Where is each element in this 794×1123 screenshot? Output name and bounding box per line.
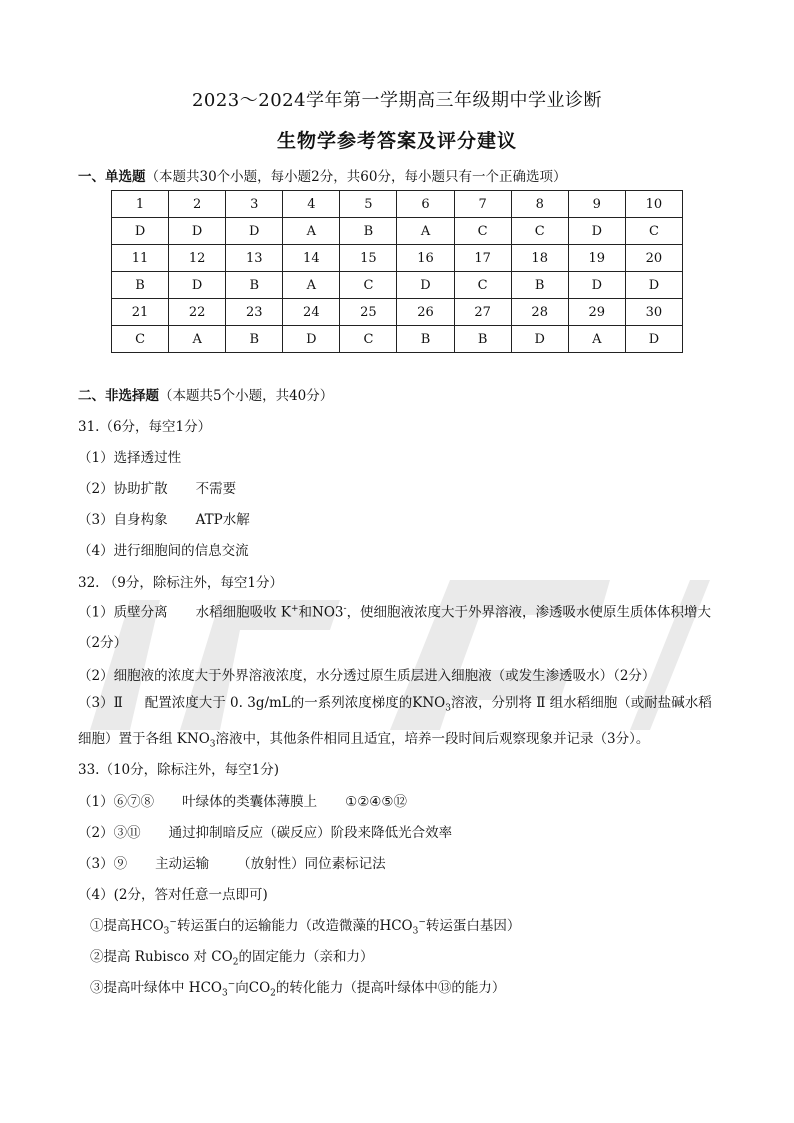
table-cell: D xyxy=(283,326,340,353)
table-cell: D xyxy=(625,326,682,353)
table-cell: C xyxy=(625,218,682,245)
table-cell: A xyxy=(169,326,226,353)
table-cell: 24 xyxy=(283,299,340,326)
table-cell: 18 xyxy=(511,245,568,272)
table-cell: A xyxy=(568,326,625,353)
q33-option-3b-sub: 2 xyxy=(270,988,276,999)
q33-option-1 xyxy=(90,914,520,937)
q32-answer-1d: 和NO3 xyxy=(298,604,344,621)
q33-option-3a-sup: − xyxy=(227,979,236,990)
section2-note: （本题共5个小题，共40分） xyxy=(159,388,334,404)
q33-option-3 xyxy=(90,976,505,999)
table-cell: A xyxy=(283,272,340,299)
table-cell: D xyxy=(568,218,625,245)
table-cell: D xyxy=(625,272,682,299)
q32-answer-1c: K xyxy=(280,604,291,621)
table-cell: 1 xyxy=(112,191,169,218)
q33-answer-3b: 主动运输 xyxy=(155,856,210,872)
q33-option-1a: ①提高HCO xyxy=(90,918,164,934)
q31-answer-2a: （2）协助扩散 xyxy=(78,481,168,497)
q33-option-1c: 转运蛋白基因） xyxy=(425,918,521,934)
table-cell: A xyxy=(397,218,454,245)
q33-answer-1 xyxy=(78,790,407,810)
q33-answer-2a: （2）③⑪ xyxy=(78,825,141,841)
table-cell: 12 xyxy=(169,245,226,272)
table-cell: 30 xyxy=(625,299,682,326)
q33-answer-3 xyxy=(78,852,386,872)
section1-heading: 一、单选题 xyxy=(78,169,146,185)
q32-answer-3c: 溶液，分别将 Ⅱ 组水稻细胞（或耐盐碱水稻细胞）置于各组 KNO xyxy=(78,695,712,747)
table-cell: 11 xyxy=(112,245,169,272)
table-cell: C xyxy=(340,272,397,299)
table-cell: 5 xyxy=(340,191,397,218)
table-cell: D xyxy=(169,272,226,299)
q33-option-3b: 向CO xyxy=(235,980,271,996)
table-cell: 29 xyxy=(568,299,625,326)
q32-answer-3 xyxy=(78,688,718,759)
section1-heading-line xyxy=(78,165,566,185)
answer-table xyxy=(111,190,683,353)
q32-answer-1e: ，使细胞液浓度大于外界溶液，渗透吸水使原生质体体积增大（2分） xyxy=(78,604,712,651)
table-cell: D xyxy=(169,218,226,245)
table-cell: 2 xyxy=(169,191,226,218)
q33-option-2a-sub: 2 xyxy=(232,957,239,968)
table-cell: 15 xyxy=(340,245,397,272)
table-cell: A xyxy=(283,218,340,245)
table-cell: 26 xyxy=(397,299,454,326)
q33-option-3a: ③提高叶绿体中 HCO xyxy=(90,980,222,996)
q33-answer-3a: （3）⑨ xyxy=(78,856,128,872)
table-cell: D xyxy=(397,272,454,299)
table-cell: B xyxy=(340,218,397,245)
table-cell: C xyxy=(112,326,169,353)
table-cell: 23 xyxy=(226,299,283,326)
table-cell: 19 xyxy=(568,245,625,272)
table-cell: C xyxy=(340,326,397,353)
section2-heading: 二、非选择题 xyxy=(78,388,159,404)
q33-answer-2 xyxy=(78,821,452,841)
q31-answer-1: （1）选择透过性 xyxy=(78,450,182,466)
q33-answer-2b: 通过抑制暗反应（碳反应）阶段来降低光合效率 xyxy=(168,825,453,841)
table-cell: C xyxy=(454,272,511,299)
table-cell: B xyxy=(226,272,283,299)
q32-answer-1a: （1）质壁分离 xyxy=(78,604,168,621)
q32-answer-1b: 水稻细胞吸收 xyxy=(195,604,277,621)
q31-answer-3 xyxy=(78,508,250,528)
q33-option-2b: 的固定能力（亲和力） xyxy=(238,949,374,965)
table-cell: 25 xyxy=(340,299,397,326)
table-cell: 13 xyxy=(226,245,283,272)
q32-answer-3b-sub: 3 xyxy=(445,703,451,714)
q33-option-3c: 的转化能力（提高叶绿体中⑬的能力） xyxy=(275,980,506,996)
table-cell: B xyxy=(397,326,454,353)
table-cell: 7 xyxy=(454,191,511,218)
table-cell: 21 xyxy=(112,299,169,326)
section2-heading-line xyxy=(78,384,333,404)
q32-answer-2: （2）细胞液的浓度大于外界溶液浓度，水分透过原生质层进入细胞液（或发生渗透吸水）（2分） xyxy=(78,668,656,684)
table-row-question-numbers xyxy=(112,299,683,326)
q32-answer-1c-sup: + xyxy=(290,604,299,614)
q33-answer-1b: 叶绿体的类囊体薄膜上 xyxy=(182,794,318,810)
q33-option-1b: 转运蛋白的运输能力（改造微藻的HCO xyxy=(176,918,413,934)
q33-answer-1c: ①②④⑤⑫ xyxy=(345,794,408,810)
q32-heading: 32. （9分，除标注外，每空1分） xyxy=(78,575,283,591)
table-cell: B xyxy=(511,272,568,299)
q33-option-1a-sup: − xyxy=(169,917,177,928)
q31-answer-3b: ATP水解 xyxy=(195,512,250,528)
table-cell: D xyxy=(112,218,169,245)
q31-answer-3a: （3）自身构象 xyxy=(78,512,168,528)
table-cell: 3 xyxy=(226,191,283,218)
table-cell: 10 xyxy=(625,191,682,218)
q32-answer-3c-sub: 3 xyxy=(209,739,216,750)
q32-answer-3d: 溶液中，其他条件相同且适宜，培养一段时间后观察现象并记录（3分）。 xyxy=(215,730,650,747)
table-cell: B xyxy=(112,272,169,299)
q33-option-1b-sup: − xyxy=(418,917,426,928)
table-cell: D xyxy=(511,326,568,353)
q33-option-2a: ②提高 Rubisco 对 CO xyxy=(90,949,233,965)
table-cell: C xyxy=(511,218,568,245)
q33-option-1b-sub: 3 xyxy=(412,926,419,937)
q33-answer-1a: （1）⑥⑦⑧ xyxy=(78,794,155,810)
q32-answer-3b: 配置浓度大于 0. 3g/mL的一系列浓度梯度的KNO xyxy=(144,695,446,711)
table-cell: C xyxy=(454,218,511,245)
q32-answer-1d-sup: - xyxy=(343,604,347,614)
table-cell: 16 xyxy=(397,245,454,272)
q31-answer-4: （4）进行细胞间的信息交流 xyxy=(78,543,249,559)
q31-heading: 31.（6分，每空1分） xyxy=(78,419,212,435)
q33-heading: 33.（10分，除标注外，每空1分) xyxy=(78,762,280,778)
q33-answer-4: （4）(2分，答对任意一点即可) xyxy=(78,887,268,903)
table-cell: B xyxy=(226,326,283,353)
q31-answer-2b: 不需要 xyxy=(195,481,237,497)
q33-option-2 xyxy=(90,945,373,968)
q33-answer-3c: （放射性）同位素标记法 xyxy=(237,856,386,872)
document-title: 2023～2024学年第一学期高三年级期中学业诊断 xyxy=(191,90,603,111)
table-row-question-numbers xyxy=(112,245,683,272)
q33-option-1a-sub: 3 xyxy=(163,926,170,937)
table-cell: 22 xyxy=(169,299,226,326)
table-cell: 27 xyxy=(454,299,511,326)
table-row-answers xyxy=(112,326,683,353)
table-cell: 14 xyxy=(283,245,340,272)
q33-option-3a-sub: 3 xyxy=(221,988,228,999)
table-cell: 4 xyxy=(283,191,340,218)
table-cell: 6 xyxy=(397,191,454,218)
table-cell: D xyxy=(568,272,625,299)
table-cell: 9 xyxy=(568,191,625,218)
q31-answer-2 xyxy=(78,477,236,497)
table-cell: 8 xyxy=(511,191,568,218)
table-row-answers xyxy=(112,218,683,245)
q32-answer-3a: （3）Ⅱ xyxy=(78,695,123,711)
table-cell: 20 xyxy=(625,245,682,272)
q32-answer-1 xyxy=(78,594,726,658)
document-subtitle: 生物学参考答案及评分建议 xyxy=(276,130,517,152)
table-cell: 28 xyxy=(511,299,568,326)
section1-note: （本题共30个小题，每小题2分，共60分，每小题只有一个正确选项） xyxy=(145,169,567,185)
table-cell: B xyxy=(454,326,511,353)
table-cell: D xyxy=(226,218,283,245)
table-row-answers xyxy=(112,272,683,299)
table-row-question-numbers xyxy=(112,191,683,218)
table-cell: 17 xyxy=(454,245,511,272)
